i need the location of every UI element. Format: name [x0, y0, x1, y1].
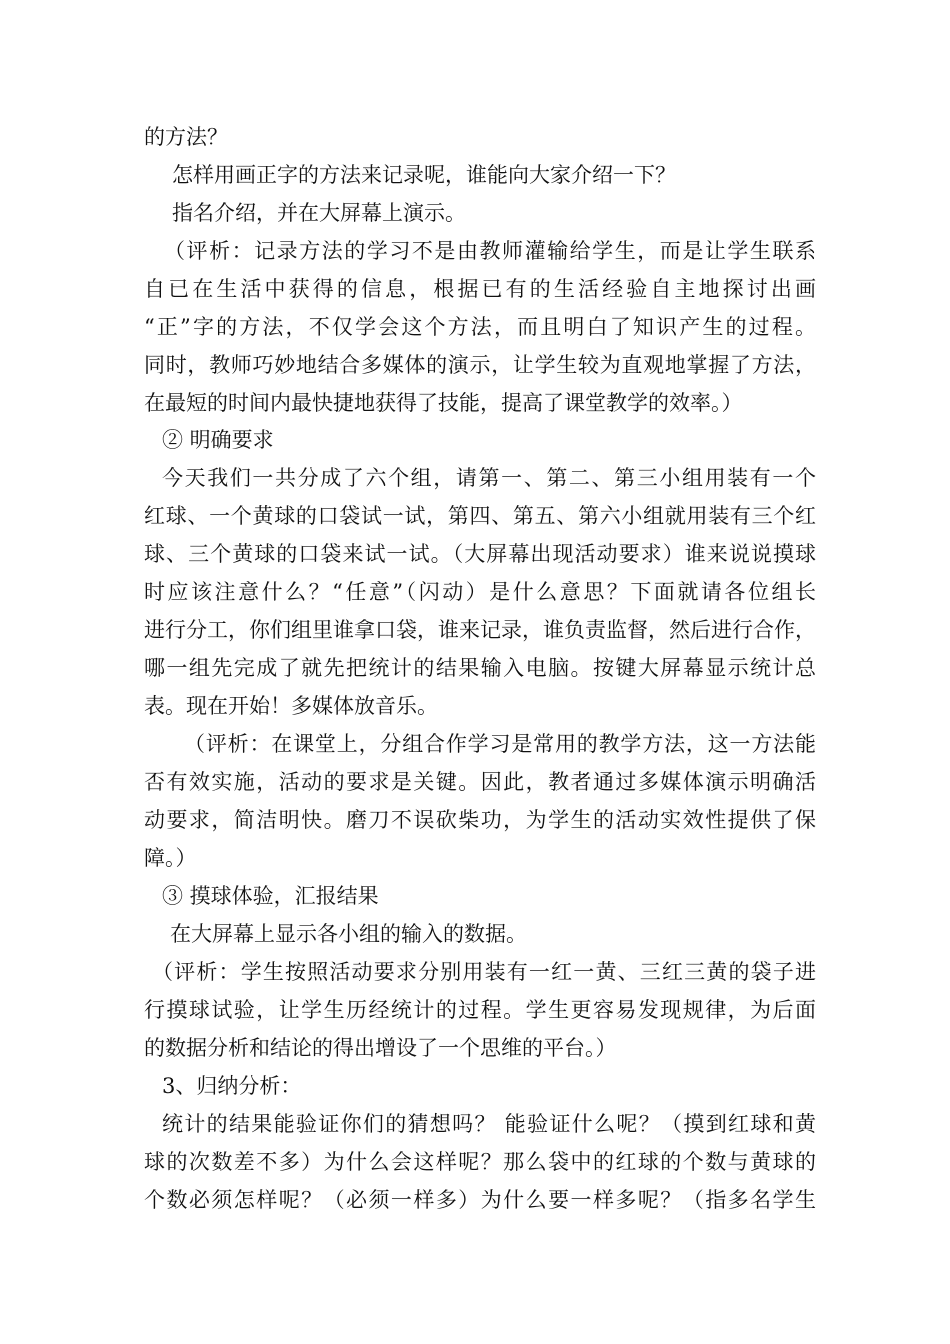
text-line: （评析：在课堂上，分组合作学习是常用的教学方法，这一方法能: [184, 732, 816, 756]
text-line: （评析：记录方法的学习不是由教师灌输给学生，而是让学生联系: [164, 239, 816, 263]
text-line: 指名介绍，并在大屏幕上演示。: [172, 201, 466, 225]
text-line: 否有效实施，活动的要求是关键。因此，教者通过多媒体演示明确活: [144, 770, 816, 794]
text-line: 个数必须怎样呢？（必须一样多）为什么要一样多呢？（指多名学生: [144, 1188, 816, 1212]
text-line: 表。现在开始！多媒体放音乐。: [144, 694, 438, 718]
text-line: 球、三个黄球的口袋来试一试。（大屏幕出现活动要求）谁来说说摸球: [144, 542, 816, 566]
text-line: （评析：学生按照活动要求分别用装有一红一黄、三红三黄的袋子进: [152, 960, 816, 984]
text-line: 障。）: [144, 846, 197, 870]
section-heading: 3、归纳分析：: [162, 1074, 302, 1098]
text-line: 动要求，简洁明快。磨刀不误砍柴功，为学生的活动实效性提供了保: [144, 808, 816, 832]
text-line: 的方法？: [144, 125, 228, 149]
section-heading: ③ 摸球体验，汇报结果: [162, 884, 379, 908]
text-line: 统计的结果能验证你们的猜想吗？ 能验证什么呢？（摸到红球和黄: [162, 1112, 816, 1136]
text-line: 球的次数差不多）为什么会这样呢？那么袋中的红球的个数与黄球的: [144, 1150, 816, 1174]
text-line: 今天我们一共分成了六个组，请第一、第二、第三小组用装有一个: [162, 466, 816, 490]
text-line: 同时，教师巧妙地结合多媒体的演示，让学生较为直观地掌握了方法，: [144, 353, 816, 377]
text-line: 怎样用画正字的方法来记录呢，谁能向大家介绍一下？: [172, 163, 676, 187]
text-line: 红球、一个黄球的口袋试一试，第四、第五、第六小组就用装有三个红: [144, 504, 816, 528]
text-line: 行摸球试验，让学生历经统计的过程。学生更容易发现规律，为后面: [144, 998, 816, 1022]
text-line: 时应该注意什么？“任意”（闪动）是什么意思？下面就请各位组长: [144, 580, 816, 604]
text-line: 哪一组先完成了就先把统计的结果输入电脑。按键大屏幕显示统计总: [144, 656, 816, 680]
text-line: 在最短的时间内最快捷地获得了技能，提高了课堂教学的效率。）: [144, 391, 743, 415]
text-line: 自已在生活中获得的信息，根据已有的生活经验自主地探讨出画: [144, 277, 816, 301]
text-line: 在大屏幕上显示各小组的输入的数据。: [170, 922, 527, 946]
text-line: 的数据分析和结论的得出增设了一个思维的平台。）: [144, 1036, 617, 1060]
text-line: “正”字的方法，不仅学会这个方法，而且明白了知识产生的过程。: [144, 315, 816, 339]
section-heading: ② 明确要求: [162, 428, 274, 452]
text-line: 进行分工，你们组里谁拿口袋，谁来记录，谁负责监督，然后进行合作，: [144, 618, 816, 642]
